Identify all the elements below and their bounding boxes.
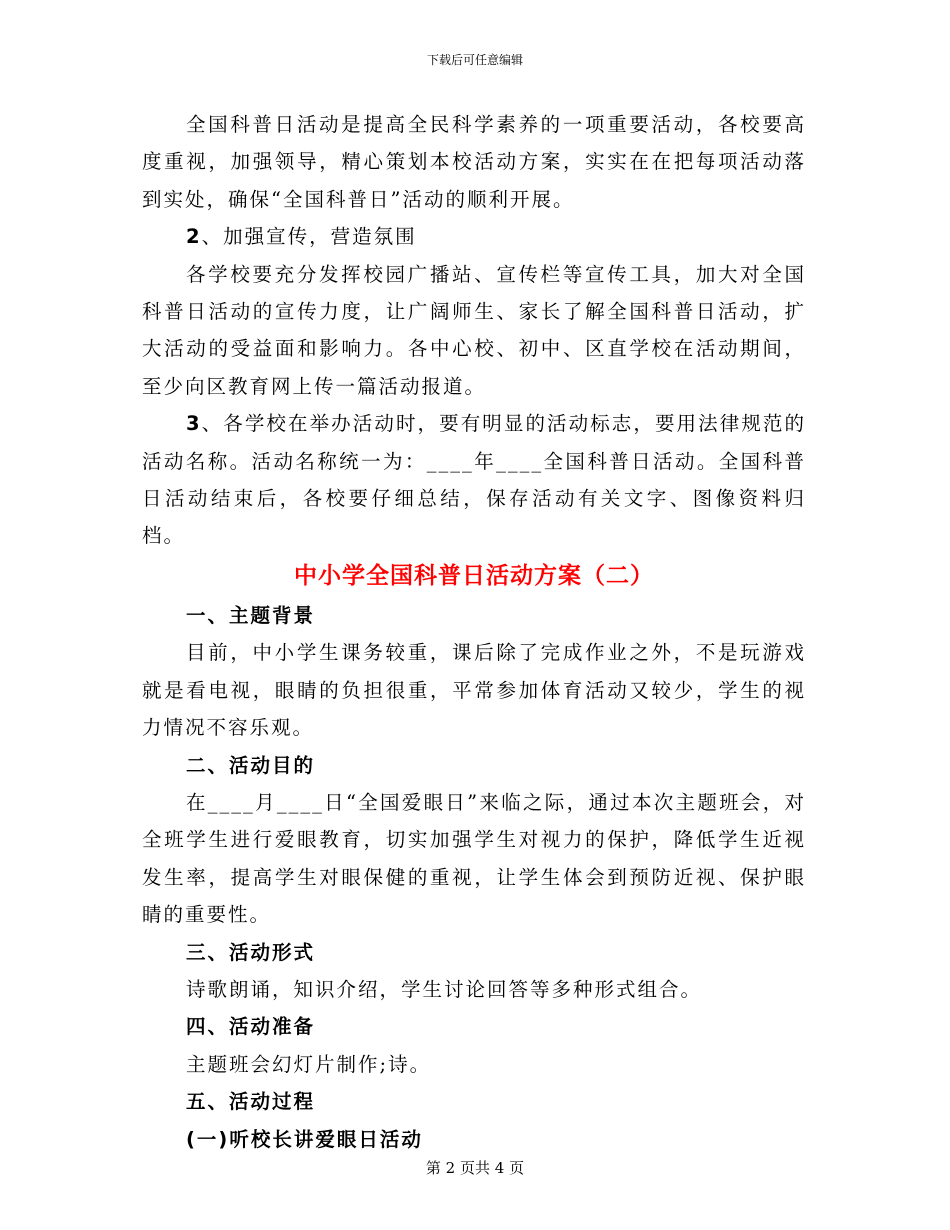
document-body: [142, 106, 806, 1158]
paragraph-form: 诗歌朗诵，知识介绍，学生讨论回答等多种形式组合。: [186, 977, 703, 1001]
paragraph-goal: 在____月____日“全国爱眼日”来临之际，通过本次主题班会，对全班学生进行爱眼教育，切实加强学生对视力的保护，降低学生近视发生率，提高学生对眼保健的重视，让学生体会到预防近视、保护眼睛的重要性。: [142, 790, 806, 927]
page-header: 下载后可任意编辑: [426, 53, 523, 67]
item-3-paragraph: [142, 405, 806, 555]
item-3-text: 、各学校在举办活动时，要有明显的活动标志，要用法律规范的活动名称。活动名称统一为：____年____全国科普日活动。全国科普日活动结束后，各校要仔细总结，保存活动有关文字、图像资料归档。: [142, 412, 806, 548]
item-2-heading: [142, 218, 806, 255]
paragraph-background: 目前，中小学生课务较重，课后除了完成作业之外，不是玩游戏就是看电视，眼睛的负担很重，平常参加体育活动又较少，学生的视力情况不容乐观。: [142, 641, 806, 740]
section-title: 中小学全国科普日活动方案（二）: [294, 562, 654, 589]
heading-activity-goal: 二、活动目的: [186, 753, 316, 777]
heading-activity-form: 三、活动形式: [186, 940, 316, 964]
heading-theme-background: 一、主题背景: [186, 603, 316, 627]
paragraph-publicity: 各学校要充分发挥校园广播站、宣传栏等宣传工具，加大对全国科普日活动的宣传力度，让广阔师生、家长了解全国科普日活动，扩大活动的受益面和影响力。各中心校、初中、区直学校在活动期间，至少向区教育网上传一篇活动报道。: [142, 262, 806, 398]
page-footer: 第 2 页共 4 页: [425, 1159, 525, 1177]
item-2-text: 、加强宣传，营造氛围: [201, 225, 417, 249]
item-3-number: 3: [186, 412, 202, 436]
subheading-principal-talk: (一)听校长讲爱眼日活动: [186, 1127, 423, 1151]
heading-activity-preparation: 四、活动准备: [186, 1015, 316, 1039]
item-2-number: 2: [186, 225, 202, 249]
paragraph-preparation: 主题班会幻灯片制作;诗。: [186, 1052, 432, 1076]
heading-activity-process: 五、活动过程: [186, 1090, 316, 1114]
paragraph-importance: 全国科普日活动是提高全民科学素养的一项重要活动，各校要高度重视，加强领导，精心策划本校活动方案，实实在在把每项活动落到实处，确保“全国科普日”活动的顺利开展。: [142, 113, 806, 211]
